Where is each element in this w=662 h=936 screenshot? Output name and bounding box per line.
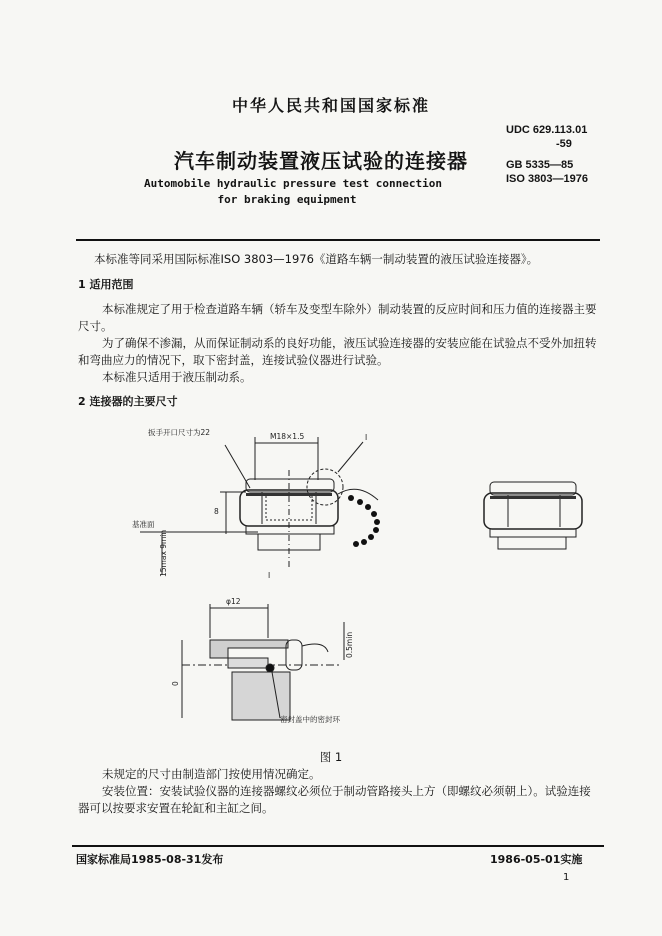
page-number: 1 <box>563 872 570 883</box>
figure-caption: 图 1 <box>319 750 343 764</box>
section-1-paragraph-2: 为了确保不渗漏，从而保证制动系的良好功能，液压试验连接器的安装应能在试验点不受外加扭转和弯曲应力的情况下，取下密封盖，连接试验仪器进行试验。 <box>78 336 597 367</box>
standard-title-cn: 汽车制动装置液压试验的连接器 <box>174 149 468 173</box>
chain-links <box>348 495 380 547</box>
side-nut-base <box>490 529 576 537</box>
effective-date: 1986-05-01实施 <box>490 853 583 866</box>
wrench-size-label: 扳手开口尺寸为22 <box>148 428 211 437</box>
section-2-heading: 2 连接器的主要尺寸 <box>78 395 178 408</box>
diameter-label: φ12 <box>226 597 241 606</box>
detail-marker-label: I <box>365 433 368 442</box>
body-section <box>232 672 290 720</box>
detail-marker-leader <box>338 442 363 472</box>
header-rule <box>76 239 600 241</box>
thread-size-label: M18×1.5 <box>270 432 305 441</box>
gb-code: GB 5335—85 <box>506 159 574 171</box>
cap-section <box>210 640 288 658</box>
dim-max-min-label: 15max 9min <box>159 529 168 577</box>
nut-base <box>246 526 334 534</box>
connector-figure <box>0 410 662 750</box>
standard-title-en-line1: Automobile hydraulic pressure test connection <box>143 177 442 190</box>
udc-code: UDC 629.113.01 <box>506 124 588 136</box>
after-figure-paragraph-1: 未规定的尺寸由制造部门按使用情况确定。 <box>102 767 321 781</box>
dim-05min-label: 0.5min <box>345 631 354 658</box>
standard-title-en-line2: for braking equipment <box>217 193 357 206</box>
seal-ring <box>266 664 274 672</box>
retainer-strap <box>338 489 378 500</box>
iso-code: ISO 3803—1976 <box>506 173 588 185</box>
side-hex-body <box>498 537 566 549</box>
dim-0-label: 0 <box>171 681 180 686</box>
seal-ring-label: 密封盖中的密封环 <box>280 715 340 724</box>
section-1-heading: 1 适用范围 <box>78 278 134 291</box>
cap-band <box>246 493 332 496</box>
issue-date: 国家标准局1985-08-31发布 <box>76 853 224 866</box>
standard-org-title: 中华人民共和国国家标准 <box>231 96 430 115</box>
after-figure-paragraph-2: 安装位置：安装试验仪器的连接器螺纹必须位于制动管路接头上方（即螺纹必须朝上）。试验连接器可以按要求安置在轮缸和主缸之间。 <box>78 784 591 815</box>
footer-rule <box>72 845 604 847</box>
dim-8-label: 8 <box>214 507 219 516</box>
section-1-paragraph-1: 本标准规定了用于检查道路车辆（轿车及变型车除外）制动装置的反应时间和压力值的连接器主要尺寸。 <box>78 302 597 333</box>
side-cap-band <box>490 496 576 499</box>
datum-plane-label: 基准面 <box>132 520 155 529</box>
detail-title-label: I <box>268 571 271 580</box>
section-1-paragraph-3: 本标准只适用于液压制动系。 <box>102 370 252 384</box>
udc-code-cont: -59 <box>556 138 572 150</box>
intro-paragraph: 本标准等同采用国际标准ISO 3803—1976《道路车辆一制动装置的液压试验连接器》。 <box>94 252 539 266</box>
